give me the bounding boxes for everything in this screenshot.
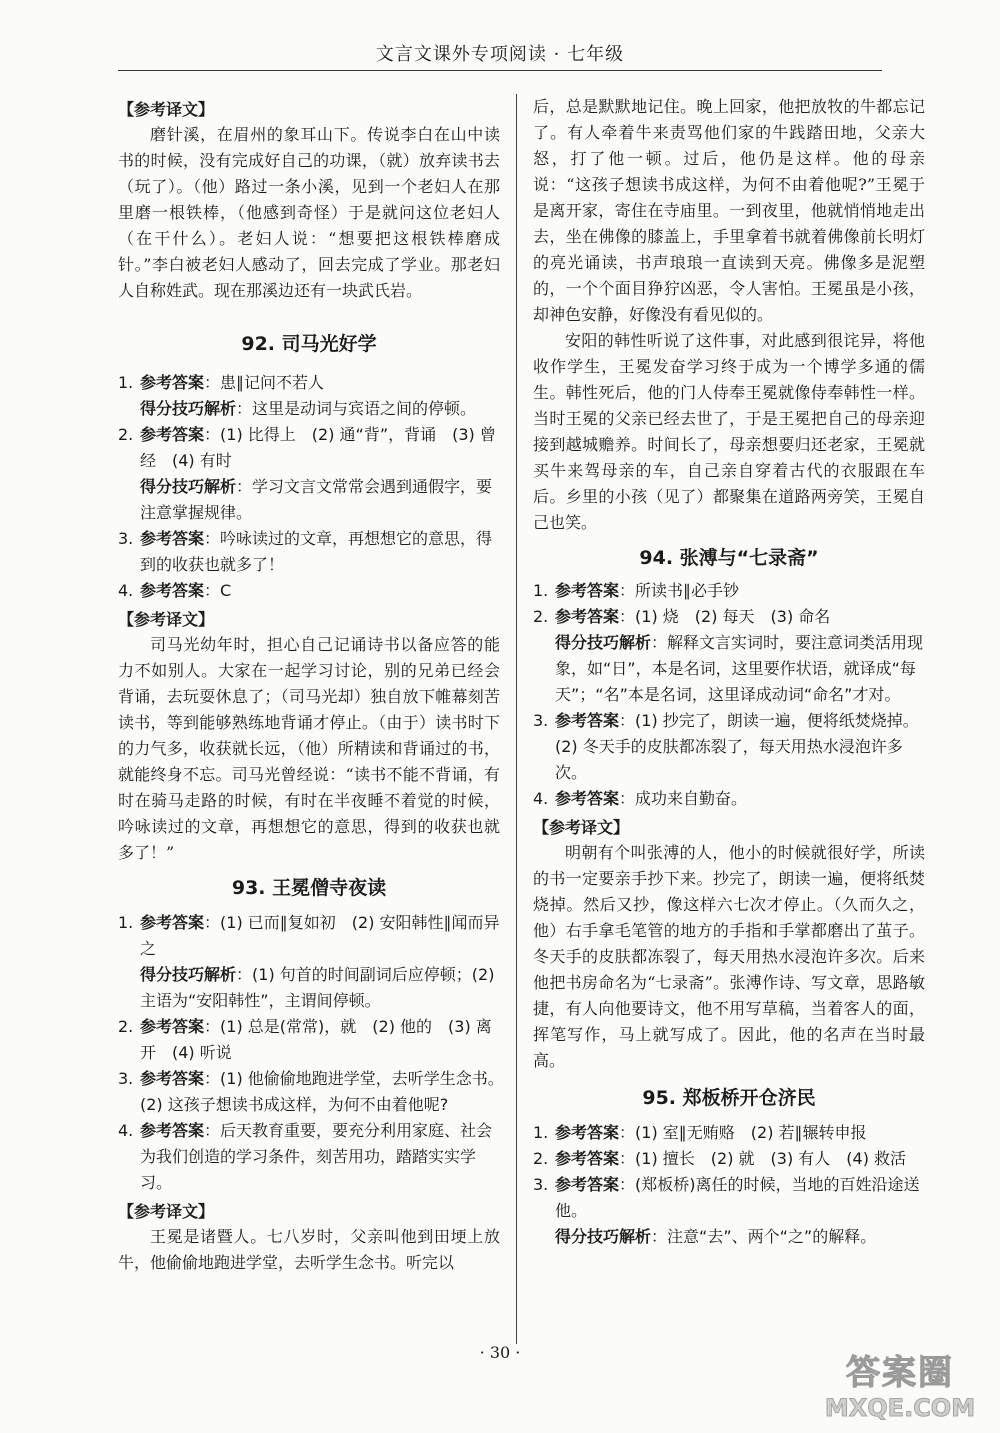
tip-95-3: 得分技巧解析：注意“去”、两个“之”的解释。 (555, 1227, 877, 1246)
question-94-2: 2. 参考答案：(1) 烧 (2) 每天 (3) 命名 (533, 607, 831, 626)
question-93-3: 3. 参考答案：(1) 他偷偷地跑进学堂，去听学生念书。 (2) 这孩子想读书成这样，为何不由着他呢? (118, 1069, 512, 1114)
question-93-2: 2. 参考答案：(1) 总是(常常)，就 (2) 他的 (3) 离开 (4) 听说 (118, 1017, 492, 1062)
question-94-4: 4. 参考答案：成功来自勤奋。 (533, 789, 748, 808)
answer-94-1: 所读书∥必手钞 (635, 581, 740, 600)
watermark-logo: 答案圈 (846, 1353, 954, 1393)
translation-93-continued: 后，总是默默地记住。晚上回家，他把放牧的牛都忘记了。有人牵着牛来责骂他们家的牛践踏田地，父亲大怒，打了他一顿。过后，他仍是这样。他的母亲说：“这孩子想读书成这样，为何不由着他呢?”王冕于是离开家，寄住在寺庙里。一到夜里，他就悄悄地走出去，坐在佛像的膝盖上，手里拿着书就着佛像前长明灯的亮光诵读，书声琅琅一直读到天亮。佛像多是泥塑的，一个个面目狰狞凶恶，令人害怕。王冕虽是小孩，却神色安静，好像没有看见似的。 (533, 97, 925, 324)
section-title-92: 92. 司马光好学 (241, 333, 377, 355)
header-rule (118, 70, 882, 71)
answer-92-1: 患∥记问不若人 (220, 373, 325, 392)
translation-92: 司马光幼年时，担心自己记诵诗书以备应答的能力不如别人。大家在一起学习讨论，别的兄弟已经会背诵，去玩耍休息了；（司马光却）独自放下帷幕刻苦读书，等到能够熟练地背诵才停止。（由于）读书时下的力气多，收获就长远，（他）所精读和背诵过的书，就能终身不忘。司马光曾经说：“读书不能不背诵，有时在骑马走路的时候，有时在半夜睡不着觉的时候，吟咏读过的文章，再想想它的意思，得到的收获也就多了！” (118, 635, 500, 862)
question-92-1: 1. 参考答案：患∥记问不若人 (118, 373, 325, 392)
answer-92-3: 吟咏读过的文章，再想想它的意思，得到的收获也就多了！ (140, 529, 493, 574)
translation-93-paragraph-2: 安阳的韩性听说了这件事，对此感到很诧异，将他收作学生，王冕发奋学习终于成为一个博学多通的儒生。韩性死后，他的门人侍奉王冕就像侍奉韩性一样。当时王冕的父亲已经去世了，于是王冕把自己的母亲迎接到越城赡养。时间长了，母亲想要归还老家，王冕就买牛来驾母亲的车，自己亲自穿着古代的衣服跟在车后。乡里的小孩（见了）都聚集在道路两旁笑，王冕自己也笑。 (533, 331, 925, 532)
question-95-1: 1. 参考答案：(1) 室∥无贿赂 (2) 若∥辗转申报 (533, 1123, 867, 1142)
answer-95-3: (郑板桥)离任的时候，当地的百姓沿途送他。 (555, 1175, 920, 1220)
question-95-2: 2. 参考答案：(1) 擅长 (2) 就 (3) 有人 (4) 救活 (533, 1149, 907, 1168)
watermark-url: MXQE.COM (824, 1394, 976, 1422)
section-title-95: 95. 郑板桥开仓济民 (642, 1087, 816, 1109)
answer-92-2: (1) 比得上 (2) 通“背”，背诵 (3) 曾经 (4) 有时 (140, 425, 496, 470)
watermark (810, 1352, 990, 1428)
page-number: · 30 · (479, 1343, 521, 1362)
answer-94-4: 成功来自勤奋。 (635, 789, 748, 808)
answer-93-2: (1) 总是(常常)，就 (2) 他的 (3) 离开 (4) 听说 (140, 1017, 492, 1062)
translation-94: 明朝有个叫张溥的人，他小的时候就很好学，所读的书一定要亲手抄下来。抄完了，朗读一遍，便将纸焚烧掉。然后又抄，像这样六七次才停止。（久而久之，他）右手拿毛笔管的地方的手指和手掌都磨出了茧子。冬天手的皮肤都冻裂了，每天用热水浸泡许多次。后来他把书房命名为“七录斋”。张溥作诗、写文章，思路敏捷，有人向他要诗文，他不用写草稿，当着客人的面，挥笔写作，马上就写成了。因此，他的名声在当时最高。 (533, 843, 925, 1070)
answer-93-4: 后天教育重要，要充分利用家庭、社会为我们创造的学习条件，刻苦用功，踏踏实实学习。 (140, 1121, 493, 1192)
translation-label: 【参考译文】 (118, 100, 215, 119)
page-header: 文言文课外专项阅读 · 七年级 (375, 44, 625, 65)
question-93-1: 1. 参考答案：(1) 已而∥复如初 (2) 安阳韩性∥闻而异之 (118, 913, 500, 958)
translation-91: 磨针溪，在眉州的象耳山下。传说李白在山中读书的时候，没有完成好自己的功课，（就）放弃读书去（玩了）。（他）路过一条小溪，见到一个老妇人在那里磨一根铁棒，（他感到奇怪）于是就问这位老妇人（在干什么）。老妇人说：“想要把这根铁棒磨成针。”李白被老妇人感动了，回去完成了学业。那老妇人自称姓武。现在那溪边还有一块武氏岩。 (118, 125, 500, 300)
question-92-4: 4. 参考答案：C (118, 581, 232, 600)
answer-93-1: (1) 已而∥复如初 (2) 安阳韩性∥闻而异之 (140, 913, 500, 958)
section-title-93: 93. 王冕僧寺夜读 (231, 877, 387, 899)
answer-94-2: (1) 烧 (2) 每天 (3) 命名 (635, 607, 831, 626)
question-93-4: 4. 参考答案：后天教育重要，要充分利用家庭、社会为我们创造的学习条件，刻苦用功，踏踏实实学习。 (118, 1121, 493, 1192)
tip-92-2: 得分技巧解析：学习文言文常常会遇到通假字，要注意掌握规律。 (140, 477, 493, 522)
question-94-1: 1. 参考答案：所读书∥必手钞 (533, 581, 740, 600)
question-95-3: 3. 参考答案：(郑板桥)离任的时候，当地的百姓沿途送他。 (533, 1175, 920, 1220)
answer-95-2: (1) 擅长 (2) 就 (3) 有人 (4) 救活 (635, 1149, 907, 1168)
column-divider (516, 94, 517, 1344)
answer-94-3: (1) 抄完了，朗读一遍，便将纸焚烧掉。 (2) 冬天手的皮肤都冻裂了，每天用热水浸泡许多次。 (555, 711, 927, 782)
answer-93-3: (1) 他偷偷地跑进学堂，去听学生念书。 (2) 这孩子想读书成这样，为何不由着他呢? (140, 1069, 512, 1114)
translation-label: 【参考译文】 (533, 818, 630, 837)
translation-93-start: 王冕是诸暨人。七八岁时，父亲叫他到田埂上放牛，他偷偷地跑进学堂，去听学生念书。听完以 (118, 1227, 500, 1272)
question-92-2: 2. 参考答案：(1) 比得上 (2) 通“背”，背诵 (3) 曾经 (4) 有时 (118, 425, 496, 470)
translation-label: 【参考译文】 (118, 610, 215, 629)
translation-label: 【参考译文】 (118, 1202, 215, 1221)
tip-93-1: 得分技巧解析：(1) 句首的时间副词后应停顿；(2)主语为“安阳韩性”，主谓间停顿。 (140, 965, 495, 1010)
question-94-3: 3. 参考答案：(1) 抄完了，朗读一遍，便将纸焚烧掉。 (2) 冬天手的皮肤都冻裂了，每天用热水浸泡许多次。 (533, 711, 927, 782)
question-92-3: 3. 参考答案：吟咏读过的文章，再想想它的意思，得到的收获也就多了！ (118, 529, 493, 574)
tip-94-2: 得分技巧解析：解释文言实词时，要注意词类活用现象，如“日”，本是名词，这里要作状语，就译成“每天”；“名”本是名词，这里译成动词“命名”才对。 (555, 633, 924, 704)
section-title-94: 94. 张溥与“七录斋” (639, 547, 819, 569)
left-column (118, 94, 512, 1276)
answer-95-1: (1) 室∥无贿赂 (2) 若∥辗转申报 (635, 1123, 867, 1142)
right-column (533, 94, 925, 1250)
tip-92-1: 得分技巧解析：这里是动词与宾语之间的停顿。 (140, 399, 477, 418)
answer-92-4: C (220, 581, 232, 600)
